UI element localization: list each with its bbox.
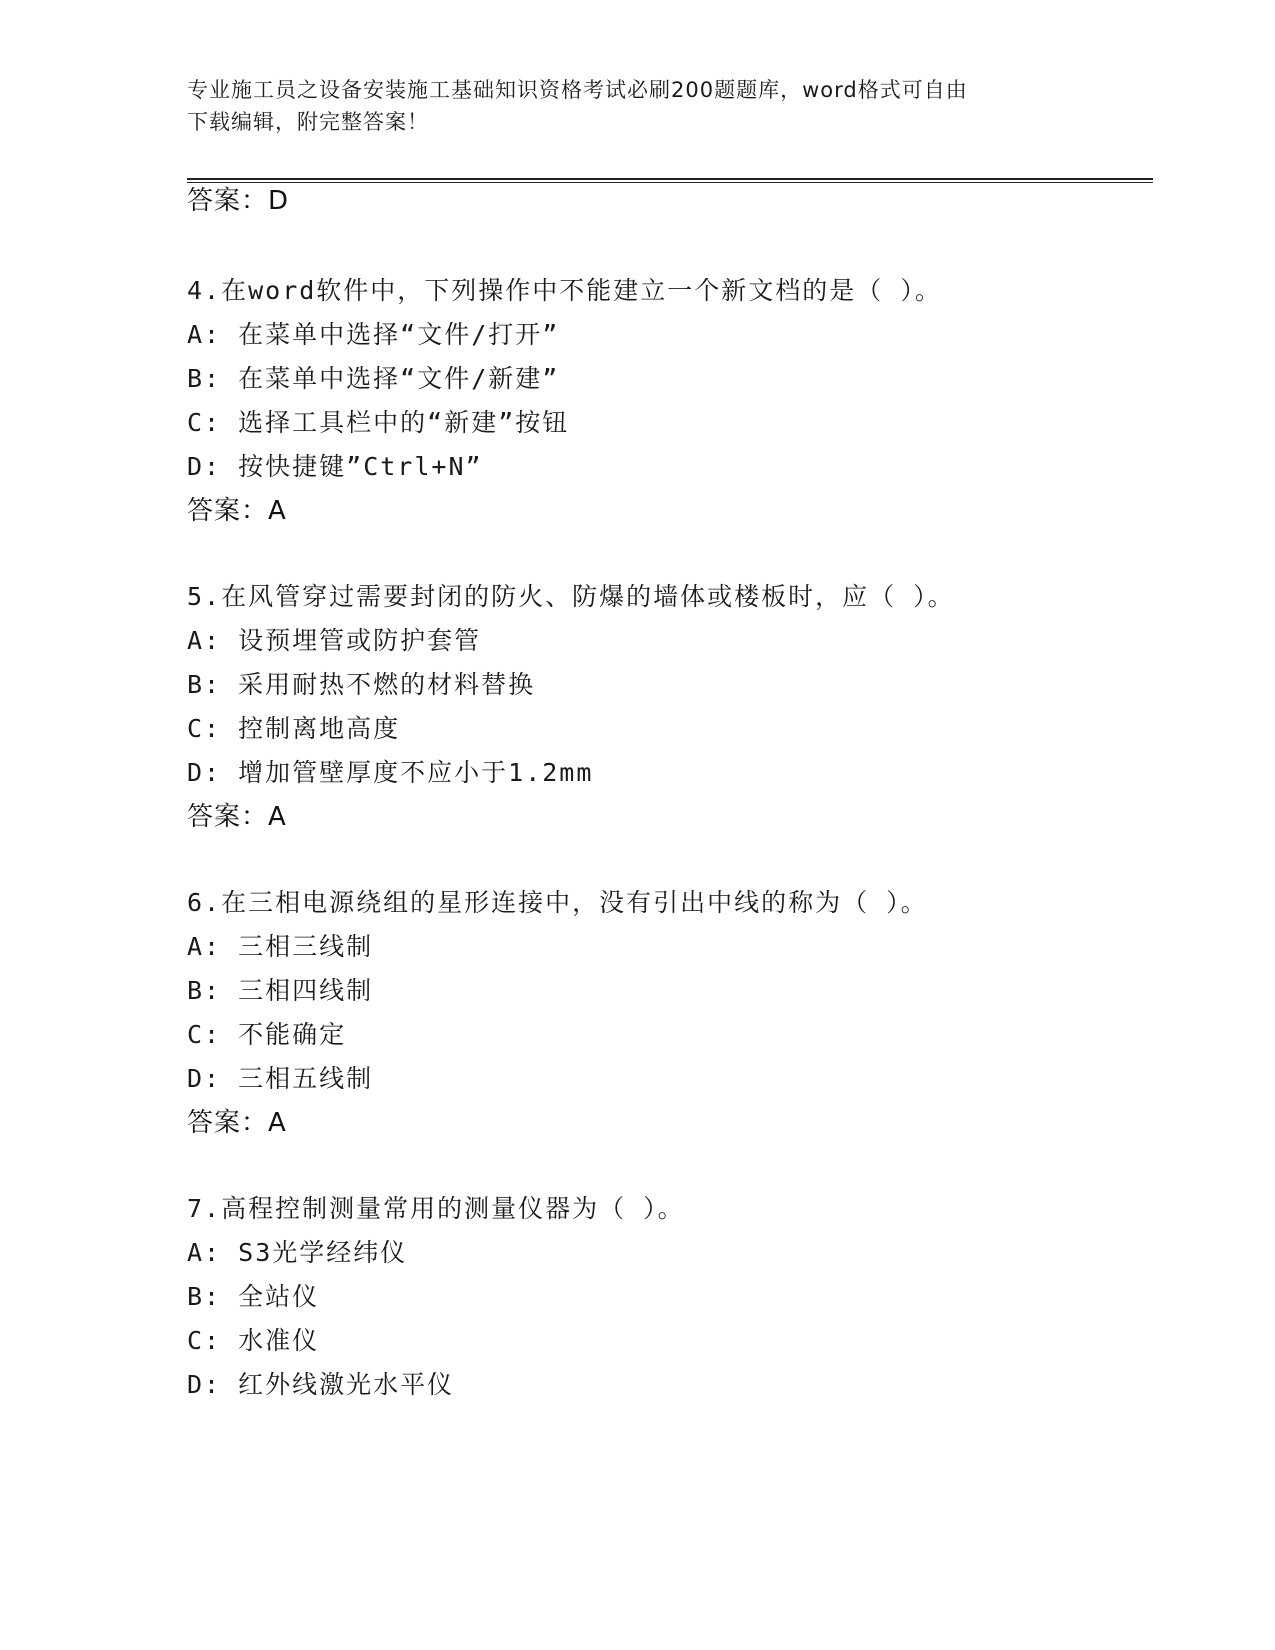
question-4-stem: 4.在word软件中，下列操作中不能建立一个新文档的是（ ）。 <box>187 276 942 305</box>
question-4-option-a: A: 在菜单中选择“文件/打开” <box>187 320 560 349</box>
previous-answer: 答案：D <box>187 186 290 216</box>
document-header <box>187 74 1087 138</box>
question-7-option-a: A: S3光学经纬仪 <box>187 1238 408 1267</box>
question-7-option-c: C: 水准仪 <box>187 1326 320 1355</box>
question-6-stem: 6.在三相电源绕组的星形连接中，没有引出中线的称为（ ）。 <box>187 888 928 917</box>
question-5-option-b: B: 采用耐热不燃的材料替换 <box>187 670 536 699</box>
question-6-answer: 答案：A <box>187 1108 287 1138</box>
question-6-option-b: B: 三相四线制 <box>187 976 374 1005</box>
question-5-option-a: A: 设预埋管或防护套管 <box>187 626 482 655</box>
question-7-stem: 7.高程控制测量常用的测量仪器为（ ）。 <box>187 1194 685 1223</box>
header-title-line-1: 专业施工员之设备安装施工基础知识资格考试必刷200题题库，word格式可自由 <box>187 78 968 102</box>
question-4-option-d: D: 按快捷键”Ctrl+N” <box>187 452 483 481</box>
question-4-answer: 答案：A <box>187 496 287 526</box>
question-6-option-a: A: 三相三线制 <box>187 932 374 961</box>
question-7-option-d: D: 红外线激光水平仪 <box>187 1370 455 1399</box>
question-4-option-c: C: 选择工具栏中的“新建”按钮 <box>187 408 570 437</box>
question-5-answer: 答案：A <box>187 802 287 832</box>
question-4-option-b: B: 在菜单中选择“文件/新建” <box>187 364 560 393</box>
question-5-stem: 5.在风管穿过需要封闭的防火、防爆的墙体或楼板时，应（ ）。 <box>187 582 955 611</box>
question-5-option-c: C: 控制离地高度 <box>187 714 401 743</box>
question-6-option-c: C: 不能确定 <box>187 1020 347 1049</box>
header-title-line-2: 下载编辑，附完整答案！ <box>187 110 429 134</box>
header-divider <box>187 178 1153 183</box>
question-7-option-b: B: 全站仪 <box>187 1282 320 1311</box>
question-5-option-d: D: 增加管壁厚度不应小于1.2mm <box>187 758 594 787</box>
question-6-option-d: D: 三相五线制 <box>187 1064 374 1093</box>
